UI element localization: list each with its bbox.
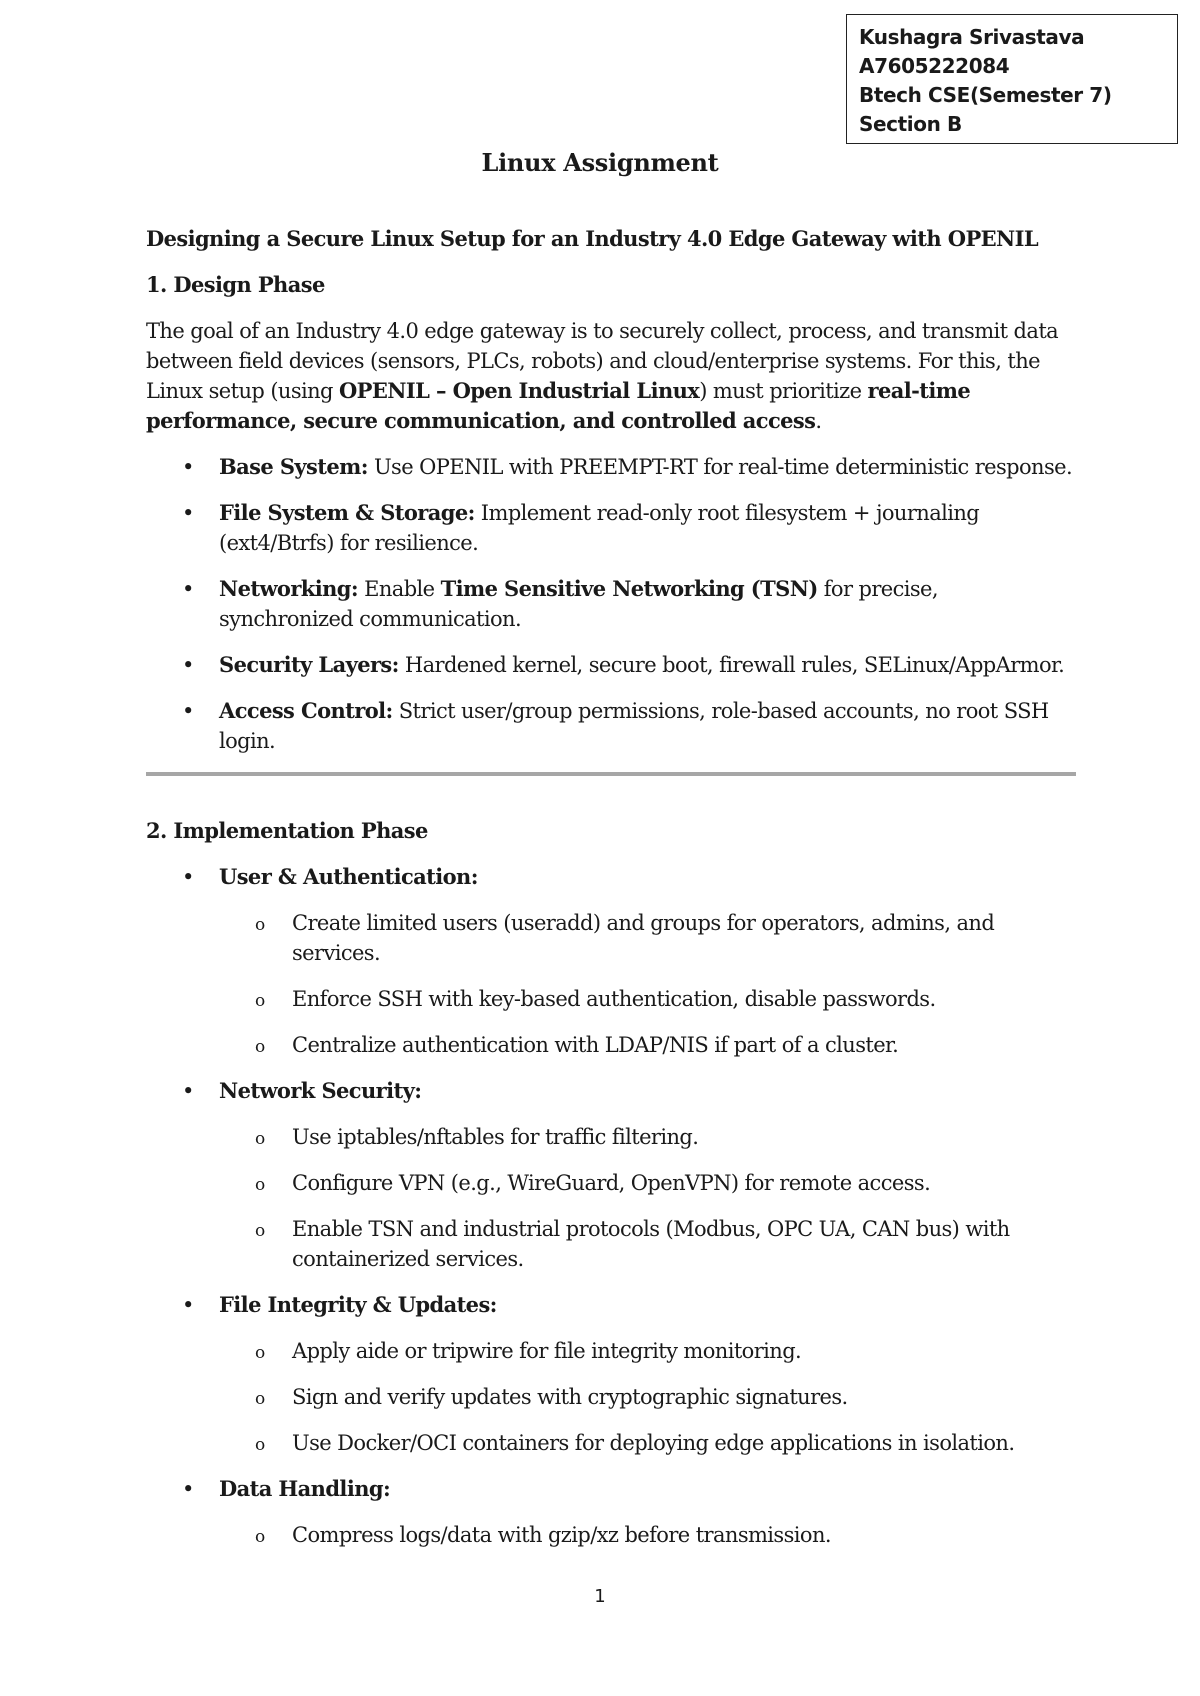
- impl-group-data-handling: [146, 1474, 1076, 1550]
- group-label: File Integrity & Updates:: [219, 1292, 497, 1317]
- implementation-bullet-list: [146, 862, 1076, 1550]
- horizontal-divider: [146, 772, 1076, 776]
- impl-group-user-auth: [146, 862, 1076, 1060]
- sub-bullet-text: Enable TSN and industrial protocols (Modbus, OPC UA, CAN bus) with containerized services.: [292, 1217, 1010, 1271]
- design-bullet-networking: [146, 574, 1076, 634]
- bullet-label: Networking:: [219, 576, 359, 601]
- circle-bullet-icon: o: [255, 1343, 265, 1363]
- impl-group-network-security: [146, 1076, 1076, 1274]
- sub-bullet-item: [219, 1030, 1076, 1060]
- sub-bullet-text: Enforce SSH with key-based authentication, disable passwords.: [292, 987, 936, 1011]
- bullet-bold-text: Time Sensitive Networking (TSN): [440, 576, 818, 601]
- circle-bullet-icon: o: [255, 1435, 265, 1455]
- intro-bold-2: real-time performance, secure communication, and controlled access: [146, 378, 971, 433]
- bullet-icon: •: [182, 653, 194, 677]
- document-body: [146, 224, 1076, 1566]
- circle-bullet-icon: o: [255, 1527, 265, 1547]
- document-title: Linux Assignment: [481, 148, 719, 177]
- design-bullet-security-layers: [146, 650, 1076, 680]
- design-phase-heading: 1. Design Phase: [146, 272, 325, 297]
- sub-bullet-list: [219, 908, 1076, 1060]
- bullet-icon: •: [182, 455, 194, 479]
- student-section: Section B: [859, 112, 962, 136]
- bullet-label: Base System:: [219, 454, 368, 479]
- intro-text-2: ) must prioritize: [699, 379, 868, 403]
- bullet-label: Access Control:: [219, 698, 393, 723]
- sub-bullet-text: Use iptables/nftables for traffic filtering.: [292, 1125, 699, 1149]
- implementation-phase-heading: 2. Implementation Phase: [146, 818, 428, 843]
- impl-group-file-integrity: [146, 1290, 1076, 1458]
- circle-bullet-icon: o: [255, 1389, 265, 1409]
- bullet-text: Hardened kernel, secure boot, firewall rules, SELinux/AppArmor.: [398, 653, 1065, 677]
- sub-bullet-item: [219, 984, 1076, 1014]
- sub-bullet-text: Centralize authentication with LDAP/NIS if part of a cluster.: [292, 1033, 899, 1057]
- sub-bullet-text: Use Docker/OCI containers for deploying edge applications in isolation.: [292, 1431, 1015, 1455]
- sub-bullet-list: [219, 1520, 1076, 1550]
- bullet-icon: •: [182, 699, 194, 723]
- design-bullet-file-system: [146, 498, 1076, 558]
- intro-text-3: .: [815, 409, 822, 433]
- sub-bullet-item: [219, 1382, 1076, 1412]
- sub-bullet-item: [219, 1214, 1076, 1274]
- group-label: Data Handling:: [219, 1476, 391, 1501]
- bullet-icon: •: [182, 1079, 194, 1103]
- intro-bold-1: OPENIL – Open Industrial Linux: [338, 378, 700, 403]
- design-bullet-list: [146, 452, 1076, 756]
- bullet-icon: •: [182, 1293, 194, 1317]
- bullet-text: Implement read-only root filesystem + journaling (ext4/Btrfs) for resilience.: [219, 501, 980, 555]
- sub-bullet-list: [219, 1122, 1076, 1274]
- group-label: Network Security:: [219, 1078, 422, 1103]
- sub-bullet-item: [219, 1336, 1076, 1366]
- design-bullet-base-system: [146, 452, 1076, 482]
- sub-bullet-text: Compress logs/data with gzip/xz before transmission.: [292, 1523, 831, 1547]
- page-number: 1: [594, 1586, 606, 1607]
- sub-bullet-item: [219, 1168, 1076, 1198]
- document-subtitle: Designing a Secure Linux Setup for an Industry 4.0 Edge Gateway with OPENIL: [146, 226, 1039, 251]
- sub-bullet-text: Create limited users (useradd) and groups for operators, admins, and services.: [292, 911, 995, 965]
- sub-bullet-item: [219, 908, 1076, 968]
- circle-bullet-icon: o: [255, 1221, 265, 1241]
- bullet-text: for precise, synchronized communication.: [219, 577, 938, 631]
- sub-bullet-item: [219, 1520, 1076, 1550]
- bullet-text: Strict user/group permissions, role-based accounts, no root SSH login.: [219, 699, 1049, 753]
- sub-bullet-list: [219, 1336, 1076, 1458]
- bullet-text: Enable: [358, 577, 441, 601]
- student-id: A7605222084: [859, 54, 1010, 78]
- circle-bullet-icon: o: [255, 1175, 265, 1195]
- bullet-label: Security Layers:: [219, 652, 399, 677]
- design-bullet-access-control: [146, 696, 1076, 756]
- circle-bullet-icon: o: [255, 1037, 265, 1057]
- bullet-icon: •: [182, 865, 194, 889]
- sub-bullet-item: [219, 1428, 1076, 1458]
- student-name: Kushagra Srivastava: [859, 25, 1085, 49]
- circle-bullet-icon: o: [255, 991, 265, 1011]
- design-intro-paragraph: [146, 316, 1076, 436]
- bullet-icon: •: [182, 577, 194, 601]
- circle-bullet-icon: o: [255, 915, 265, 935]
- sub-bullet-text: Configure VPN (e.g., WireGuard, OpenVPN) for remote access.: [292, 1171, 931, 1195]
- sub-bullet-text: Apply aide or tripwire for file integrity monitoring.: [292, 1339, 802, 1363]
- bullet-text: Use OPENIL with PREEMPT-RT for real-time deterministic response.: [367, 455, 1073, 479]
- circle-bullet-icon: o: [255, 1129, 265, 1149]
- student-info-box: [846, 14, 1178, 144]
- student-course: Btech CSE(Semester 7): [859, 83, 1112, 107]
- group-label: User & Authentication:: [219, 864, 478, 889]
- intro-text-1: The goal of an Industry 4.0 edge gateway is to securely collect, process, and transmit data between field devices (sensors, PLCs, robots) and cloud/enterprise systems. For this, the Linux setup (using: [146, 319, 1059, 403]
- sub-bullet-item: [219, 1122, 1076, 1152]
- sub-bullet-text: Sign and verify updates with cryptographic signatures.: [292, 1385, 848, 1409]
- bullet-icon: •: [182, 501, 194, 525]
- bullet-icon: •: [182, 1477, 194, 1501]
- bullet-label: File System & Storage:: [219, 500, 475, 525]
